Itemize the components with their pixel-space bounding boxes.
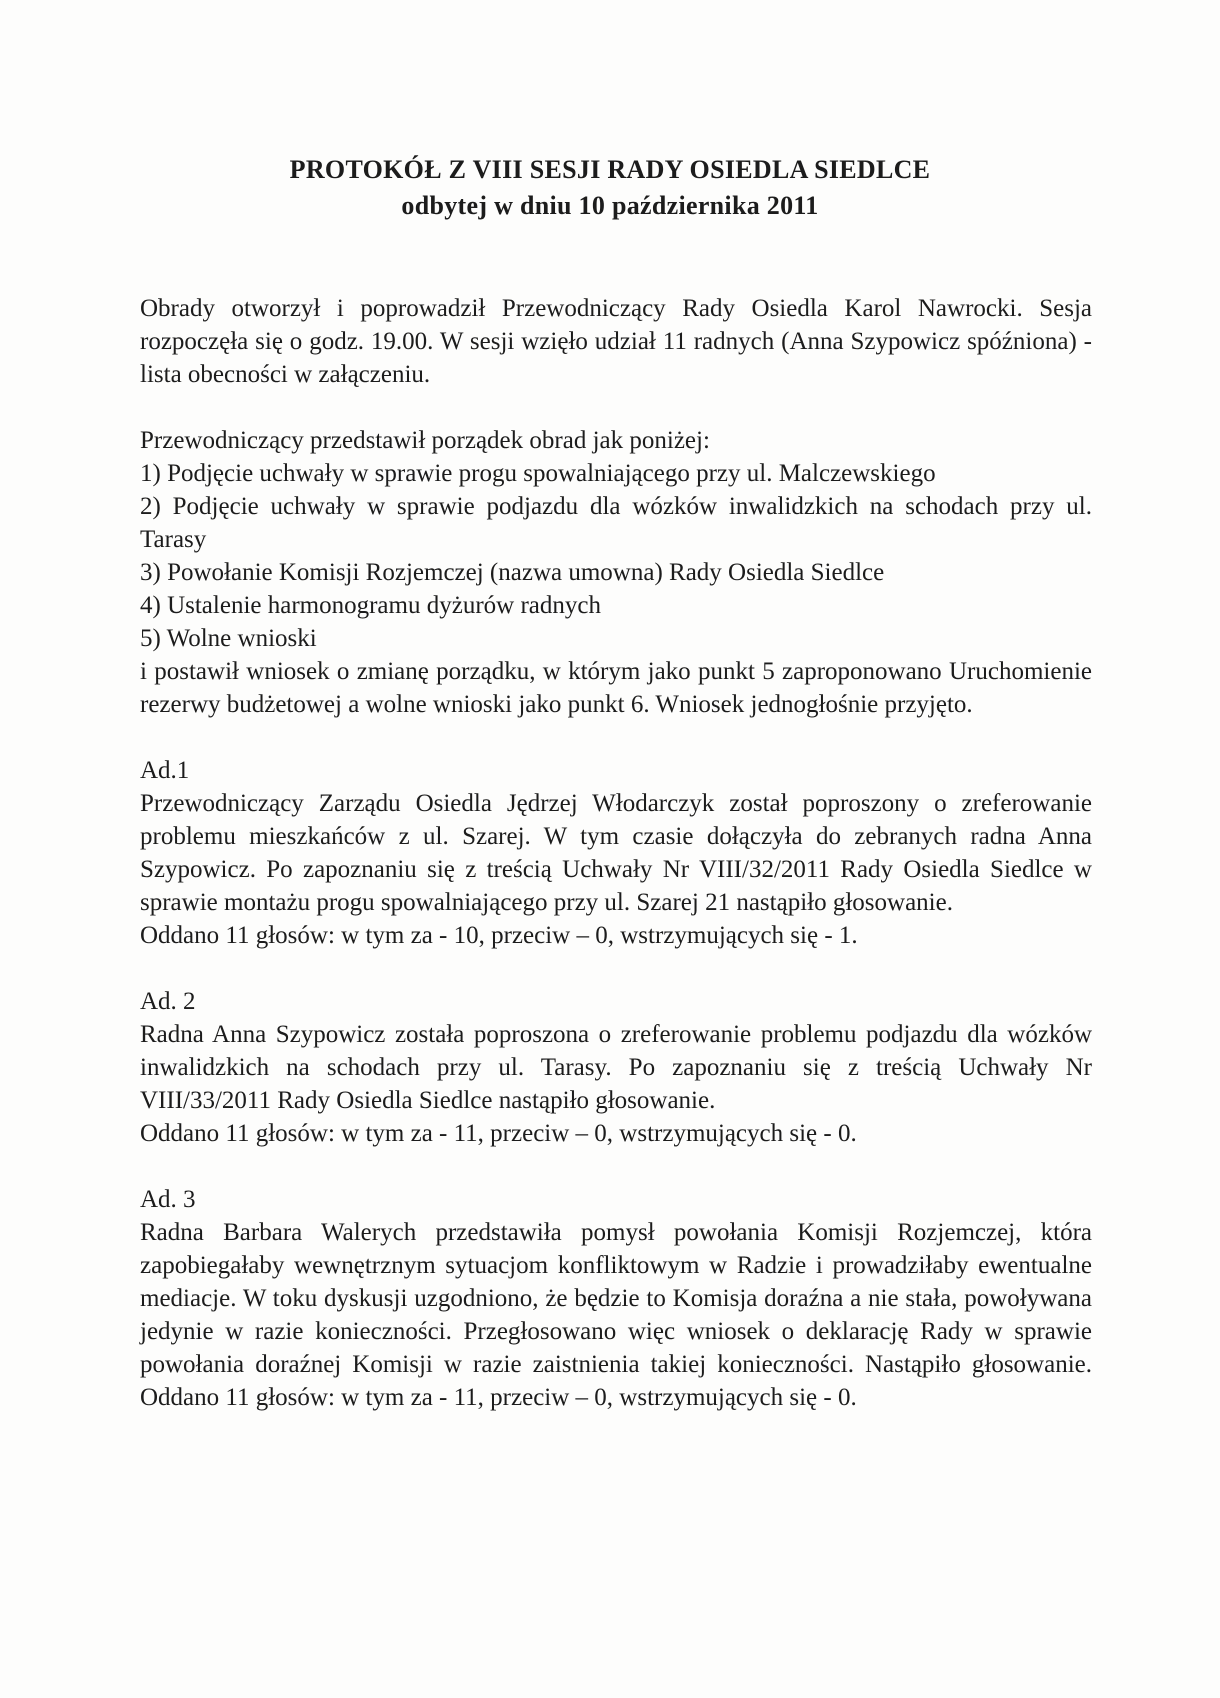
section-text: Przewodniczący Zarządu Osiedla Jędrzej Włodarczyk został poproszony o zreferowanie problemu mieszkańców z ul. Szarej. W tym czasie dołączyła do zebranych radna Anna Szypowicz. Po zapoznaniu się z treścią Uchwały Nr VIII/32/2011 Rady Osiedla Siedlce w sprawie montażu progu spowalniającego przy ul. Szarej 21 nastąpiło głosowanie.	[140, 790, 1092, 916]
section-ad3	[140, 1183, 1092, 1414]
section-vote: Oddano 11 głosów: w tym za - 11, przeciw – 0, wstrzymujących się - 0.	[140, 1120, 857, 1147]
agenda-amendment: i postawił wniosek o zmianę porządku, w którym jako punkt 5 zaproponowano Uruchomienie rezerwy budżetowej a wolne wnioski jako punkt 6. Wniosek jednogłośnie przyjęto.	[140, 658, 1092, 718]
paragraph-spacer	[140, 952, 1092, 985]
paragraph-spacer	[140, 391, 1092, 424]
section-ad1	[140, 754, 1092, 952]
agenda-item: 4) Ustalenie harmonogramu dyżurów radnych	[140, 592, 601, 619]
agenda-item: 3) Powołanie Komisji Rozjemczej (nazwa umowna) Rady Osiedla Siedlce	[140, 559, 885, 586]
document-header	[0, 152, 1220, 224]
agenda-lead: Przewodniczący przedstawił porządek obrad jak poniżej:	[140, 427, 710, 454]
document-title: PROTOKÓŁ Z VIII SESJI RADY OSIEDLA SIEDLCE	[289, 155, 931, 184]
agenda-item: 2) Podjęcie uchwały w sprawie podjazdu dla wózków inwalidzkich na schodach przy ul. Tarasy	[140, 493, 1092, 553]
document-body	[140, 292, 1092, 1414]
document-subtitle: odbytej w dniu 10 października 2011	[401, 191, 819, 220]
section-heading: Ad.1	[140, 757, 190, 784]
section-heading: Ad. 3	[140, 1186, 196, 1213]
paragraph-spacer	[140, 721, 1092, 754]
section-text: Radna Barbara Walerych przedstawiła pomysł powołania Komisji Rozjemczej, która zapobiegałaby wewnętrznym sytuacjom konfliktowym w Radzie i prowadziłaby ewentualne mediacje. W toku dyskusji uzgodniono, że będzie to Komisja doraźna a nie stała, powoływana jedynie w razie konieczności. Przegłosowano więc wniosek o deklarację Rady w sprawie powołania doraźnej Komisji w razie zaistnienia takiej konieczności. Nastąpiło głosowanie. Oddano 11 głosów: w tym za - 11, przeciw – 0, wstrzymujących się - 0.	[140, 1219, 1092, 1411]
agenda-item: 5) Wolne wnioski	[140, 625, 317, 652]
section-ad2	[140, 985, 1092, 1150]
paragraph-spacer	[140, 1150, 1092, 1183]
section-text: Radna Anna Szypowicz została poproszona o zreferowanie problemu podjazdu dla wózków inwalidzkich na schodach przy ul. Tarasy. Po zapoznaniu się z treścią Uchwały Nr VIII/33/2011 Rady Osiedla Siedlce nastąpiło głosowanie.	[140, 1021, 1092, 1114]
agenda-block	[140, 424, 1092, 721]
intro-paragraph: Obrady otworzył i poprowadził Przewodniczący Rady Osiedla Karol Nawrocki. Sesja rozpoczęła się o godz. 19.00. W sesji wzięło udział 11 radnych (Anna Szypowicz spóźniona) - lista obecności w załączeniu.	[140, 295, 1092, 388]
section-heading: Ad. 2	[140, 988, 196, 1015]
section-vote: Oddano 11 głosów: w tym za - 10, przeciw – 0, wstrzymujących się - 1.	[140, 922, 858, 949]
agenda-item: 1) Podjęcie uchwały w sprawie progu spowalniającego przy ul. Malczewskiego	[140, 460, 936, 487]
